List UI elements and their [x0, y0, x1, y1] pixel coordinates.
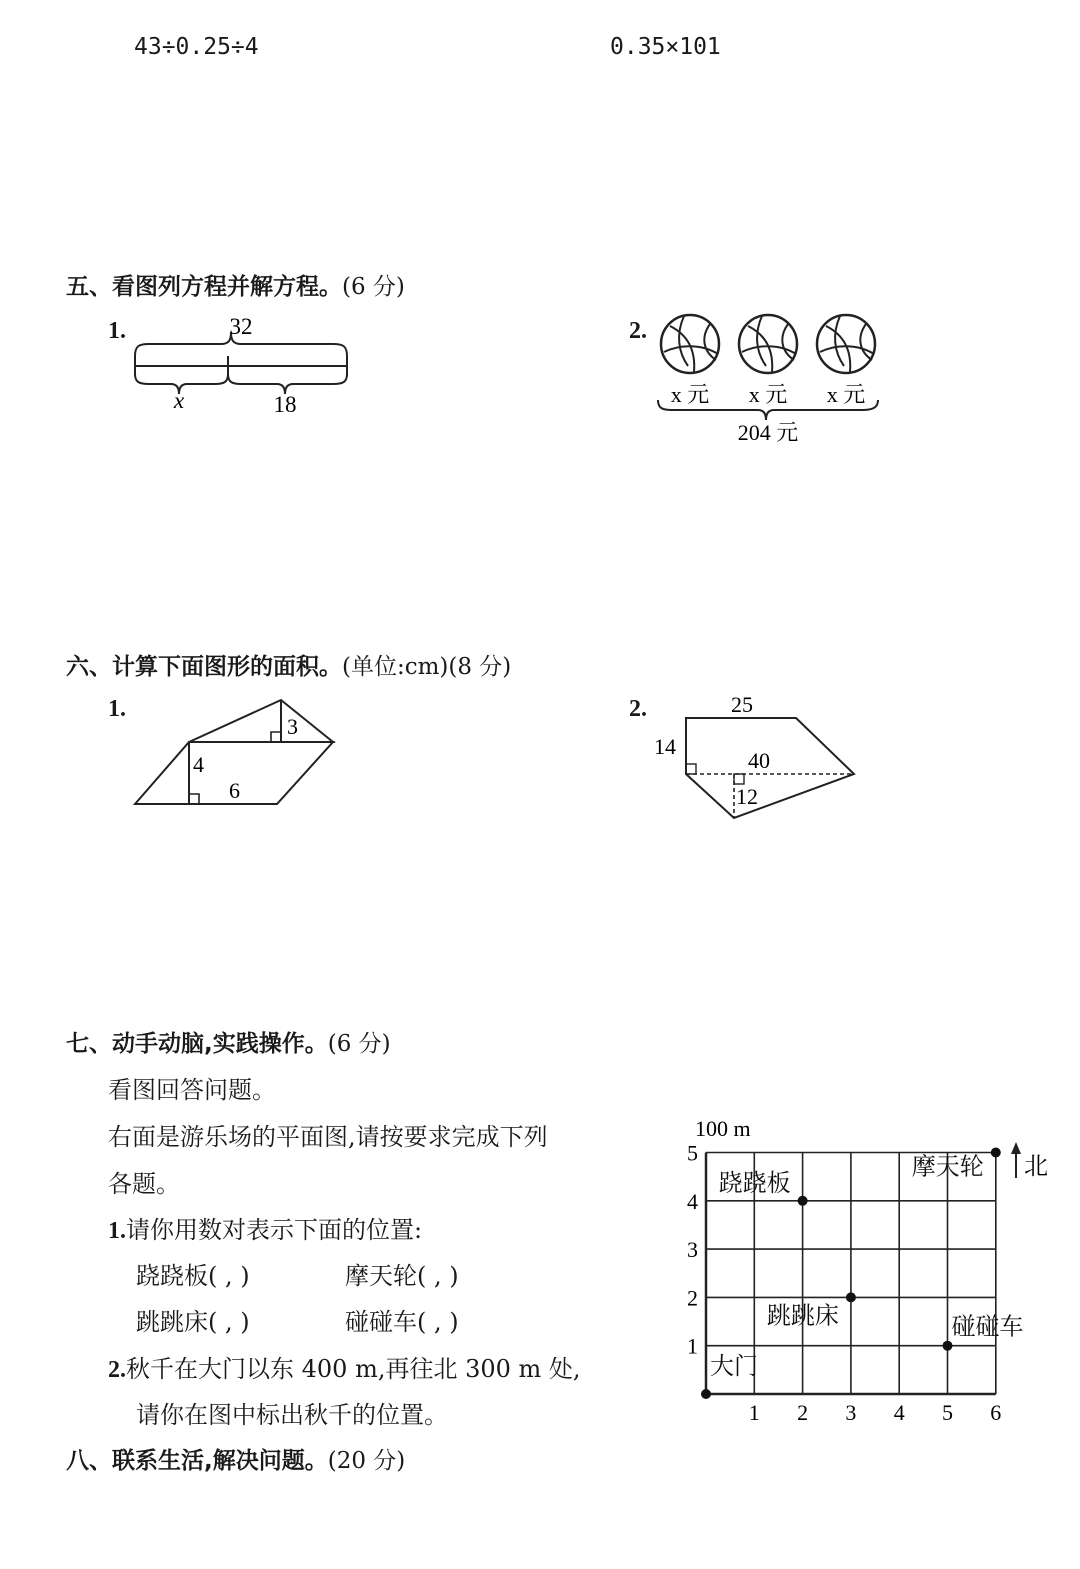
- line-segment-diagram: [125, 308, 365, 423]
- map-place-label: 跳跳床: [766, 1303, 839, 1330]
- price-label-1: x 元: [670, 382, 710, 407]
- amusement-park-map: [675, 1112, 1065, 1432]
- composite-figure-2: [650, 688, 865, 828]
- q7-2-number: 2.: [108, 1357, 126, 1383]
- section-7-heading: 七、动手动脑,实践操作。: [66, 1031, 328, 1057]
- x-tick-label: 2: [797, 1400, 809, 1425]
- volleyball-icon-2: [739, 315, 797, 373]
- x-tick-label: 3: [845, 1400, 857, 1425]
- volleyball-icon-3: [817, 315, 875, 373]
- map-places: [701, 1148, 1024, 1400]
- section-6-title: [66, 648, 511, 681]
- q6-2-number: 2.: [629, 696, 647, 722]
- volleyballs-diagram: [650, 308, 895, 448]
- section-5-title: [66, 268, 405, 301]
- section-5-heading: 五、看图列方程并解方程。: [66, 274, 342, 300]
- section-6-points: (单位:cm)(8 分): [342, 654, 512, 680]
- map-place-label: 大门: [710, 1354, 758, 1380]
- map-point: [798, 1196, 808, 1206]
- x-tick-label: 1: [748, 1400, 760, 1425]
- section-7-title: [66, 1025, 391, 1058]
- total-price-label: 204 元: [737, 420, 799, 445]
- q5-2-number: 2.: [629, 318, 647, 344]
- q5-1-number: 1.: [108, 318, 126, 344]
- price-label-2: x 元: [748, 382, 788, 407]
- composite-figure-1: [125, 690, 355, 815]
- q7-1-line: [108, 1210, 422, 1245]
- x-tick-label: 4: [893, 1400, 905, 1425]
- x-tick-label: 6: [990, 1400, 1002, 1425]
- blank-trampoline: 跳跳床( , ): [136, 1308, 250, 1336]
- map-place-label: 碰碰车: [951, 1314, 1024, 1341]
- q7-1-text: 请你用数对表示下面的位置:: [126, 1216, 423, 1244]
- map-unit-label: 100 m: [695, 1116, 751, 1141]
- section-7-intro: 看图回答问题。: [108, 1076, 276, 1104]
- left-14-label: 14: [654, 734, 676, 759]
- section-8-heading: 八、联系生活,解决问题。: [66, 1448, 328, 1474]
- q7-2-text: 秋千在大门以东 400 m,再往北 300 m 处,: [126, 1355, 581, 1383]
- height-3-label: 3: [287, 714, 298, 739]
- x-tick-label: 5: [942, 1400, 953, 1425]
- map-point: [991, 1148, 1001, 1158]
- volleyball-icon-1: [661, 315, 719, 373]
- price-label-3: x 元: [826, 382, 866, 407]
- q6-1-number: 1.: [108, 696, 126, 722]
- long-40-label: 40: [748, 748, 770, 773]
- base-6-label: 6: [229, 778, 240, 803]
- q7-1-number: 1.: [108, 1218, 126, 1244]
- unknown-x-label: x: [173, 388, 185, 413]
- blank-seesaw: 跷跷板( , ): [136, 1262, 250, 1290]
- north-label: 北: [1024, 1154, 1048, 1180]
- height-4-label: 4: [193, 752, 204, 777]
- north-arrowhead-icon: [1011, 1142, 1021, 1154]
- y-tick-label: 1: [687, 1333, 698, 1359]
- section-6-heading: 六、计算下面图形的面积。: [66, 654, 342, 680]
- y-tick-label: 4: [687, 1188, 698, 1214]
- section-5-points: (6 分): [342, 274, 405, 300]
- section-7-desc-line1: 右面是游乐场的平面图,请按要求完成下列: [108, 1123, 548, 1151]
- section-7-points: (6 分): [327, 1031, 391, 1057]
- y-tick-label: 2: [687, 1285, 698, 1311]
- map-place-label: 摩天轮: [911, 1154, 984, 1181]
- section-7-desc-line2: 各题。: [108, 1170, 180, 1198]
- map-point: [943, 1341, 953, 1351]
- q7-2-line: [108, 1349, 581, 1384]
- q7-2-line2: 请你在图中标出秋千的位置。: [136, 1401, 448, 1429]
- blank-ferris-wheel: 摩天轮( , ): [345, 1262, 459, 1290]
- brace-total-label: 32: [229, 314, 253, 339]
- blank-bumper-car: 碰碰车( , ): [345, 1308, 459, 1336]
- map-place-label: 跷跷板: [718, 1170, 791, 1197]
- calc-expression-1: 43÷0.25÷4: [134, 34, 259, 60]
- map-point: [846, 1292, 856, 1302]
- part-18-label: 18: [273, 392, 297, 417]
- section-8-title: [66, 1442, 405, 1475]
- y-tick-label: 5: [687, 1140, 698, 1166]
- map-point: [701, 1389, 711, 1399]
- drop-12-label: 12: [736, 784, 758, 809]
- calc-expression-2: 0.35×101: [610, 34, 721, 60]
- section-8-points: (20 分): [327, 1448, 406, 1474]
- y-tick-label: 3: [687, 1237, 698, 1263]
- top-25-label: 25: [731, 692, 753, 717]
